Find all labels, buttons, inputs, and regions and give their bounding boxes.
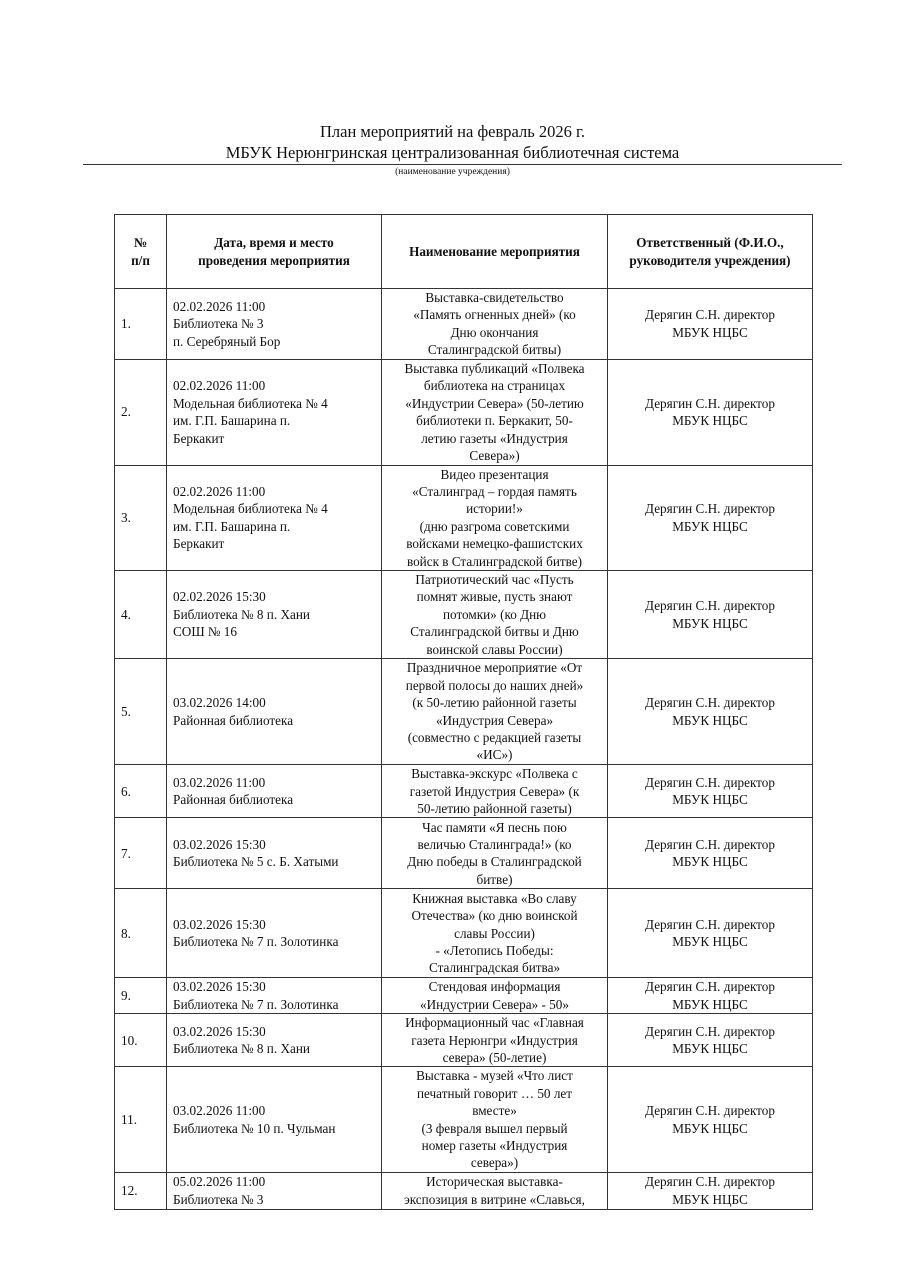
row-number: 6. [115,765,167,818]
table-row [115,659,813,765]
events-table [114,214,813,1210]
event-date-place: 03.02.2026 15:30 Библиотека № 5 с. Б. Хатыми [167,818,382,889]
row-number: 3. [115,465,167,570]
event-name: Видео презентация «Сталинград – гордая память истории!» (дню разгрома советскими войсками немецко-фашистских войск в Сталинградской битве) [382,465,608,570]
row-number: 8. [115,889,167,978]
event-name: Книжная выставка «Во славу Отечества» (ко дню воинской славы России) - «Летопись Победы: Сталинградская битва» [382,889,608,978]
row-number: 10. [115,1014,167,1067]
row-number: 12. [115,1172,167,1209]
event-date-place: 02.02.2026 11:00 Модельная библиотека № 4 им. Г.П. Башарина п. Беркакит [167,465,382,570]
column-header-event-name: Наименование мероприятия [382,215,608,289]
row-number: 5. [115,659,167,765]
event-date-place: 03.02.2026 15:30 Библиотека № 7 п. Золотинка [167,978,382,1014]
event-responsible: Дерягин С.Н. директор МБУК НЦБС [608,1014,813,1067]
column-header-responsible: Ответственный (Ф.И.О., руководителя учреждения) [608,215,813,289]
event-responsible: Дерягин С.Н. директор МБУК НЦБС [608,765,813,818]
row-number: 7. [115,818,167,889]
row-number: 11. [115,1067,167,1172]
row-number: 2. [115,359,167,465]
event-name: Выставка-экскурс «Полвека с газетой Индустрия Севера» (к 50-летию районной газеты) [382,765,608,818]
table-row [115,465,813,570]
event-name: Выставка публикаций «Полвека библиотека на страницах «Индустрии Севера» (50-летию библиотеки п. Беркакит, 50- летию газеты «Индустрия Севера») [382,359,608,465]
event-responsible: Дерягин С.Н. директор МБУК НЦБС [608,1172,813,1209]
event-date-place: 03.02.2026 11:00 Районная библиотека [167,765,382,818]
table-row [115,289,813,360]
event-responsible: Дерягин С.Н. директор МБУК НЦБС [608,978,813,1014]
table-row [115,889,813,978]
table-row [115,359,813,465]
table-row [115,571,813,659]
table-row [115,1067,813,1172]
table-header-row [115,215,813,289]
event-name: Выставка - музей «Что лист печатный говорит … 50 лет вместе» (3 февраля вышел первый номер газеты «Индустрия севера») [382,1067,608,1172]
column-header-date-place: Дата, время и место проведения мероприятия [167,215,382,289]
event-responsible: Дерягин С.Н. директор МБУК НЦБС [608,359,813,465]
event-name: Патриотический час «Пусть помнят живые, пусть знают потомки» (ко Дню Сталинградской битвы и Дню воинской славы России) [382,571,608,659]
document-title: План мероприятий на февраль 2026 г. [319,122,586,141]
row-number: 1. [115,289,167,360]
event-name: Выставка-свидетельство «Память огненных дней» (ко Дню окончания Сталинградской битвы) [382,289,608,360]
event-name: Историческая выставка- экспозиция в витрине «Славься, [382,1172,608,1209]
event-responsible: Дерягин С.Н. директор МБУК НЦБС [608,1067,813,1172]
organization-name: МБУК Нерюнгринская централизованная библиотечная система [225,143,680,162]
event-responsible: Дерягин С.Н. директор МБУК НЦБС [608,571,813,659]
event-date-place: 03.02.2026 14:00 Районная библиотека [167,659,382,765]
table-row [115,978,813,1014]
organization-caption: (наименование учреждения) [395,167,510,177]
event-name: Час памяти «Я песнь пою величью Сталинграда!» (ко Дню победы в Сталинградской битве) [382,818,608,889]
event-responsible: Дерягин С.Н. директор МБУК НЦБС [608,465,813,570]
row-number: 4. [115,571,167,659]
event-name: Информационный час «Главная газета Нерюнгри «Индустрия севера» (50-летие) [382,1014,608,1067]
table-row [115,1172,813,1209]
event-responsible: Дерягин С.Н. директор МБУК НЦБС [608,818,813,889]
table-row [115,765,813,818]
event-responsible: Дерягин С.Н. директор МБУК НЦБС [608,289,813,360]
organization-underline [83,164,842,165]
event-date-place: 02.02.2026 11:00 Модельная библиотека № 4 им. Г.П. Башарина п. Беркакит [167,359,382,465]
event-date-place: 02.02.2026 11:00 Библиотека № 3 п. Серебряный Бор [167,289,382,360]
event-name: Праздничное мероприятие «От первой полосы до наших дней» (к 50-летию районной газеты «Индустрия Севера» (совместно с редакцией газеты «ИС») [382,659,608,765]
event-name: Стендовая информация «Индустрии Севера» - 50» [382,978,608,1014]
table-row [115,1014,813,1067]
column-header-number: № п/п [115,215,167,289]
event-date-place: 03.02.2026 15:30 Библиотека № 8 п. Хани [167,1014,382,1067]
table-row [115,818,813,889]
event-date-place: 05.02.2026 11:00 Библиотека № 3 [167,1172,382,1209]
event-date-place: 03.02.2026 15:30 Библиотека № 7 п. Золотинка [167,889,382,978]
row-number: 9. [115,978,167,1014]
event-date-place: 03.02.2026 11:00 Библиотека № 10 п. Чульман [167,1067,382,1172]
event-responsible: Дерягин С.Н. директор МБУК НЦБС [608,889,813,978]
event-date-place: 02.02.2026 15:30 Библиотека № 8 п. Хани СОШ № 16 [167,571,382,659]
event-responsible: Дерягин С.Н. директор МБУК НЦБС [608,659,813,765]
